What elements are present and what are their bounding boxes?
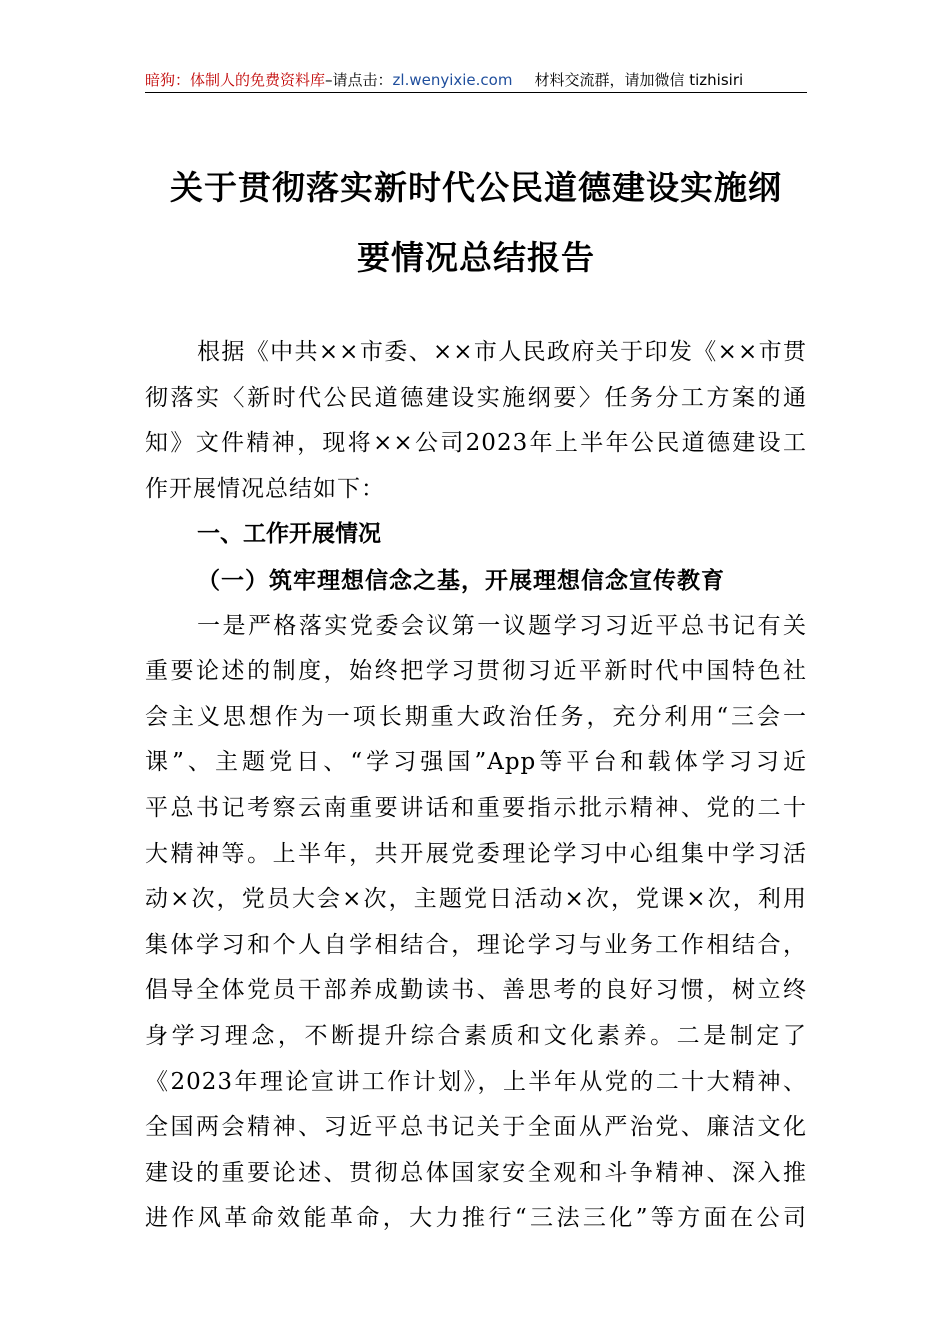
paragraph-line: 身学习理念，不断提升综合素质和文化素养。二是制定了 [145,1022,807,1049]
paragraph-line: 重要论述的制度，始终把学习贯彻习近平新时代中国特色社 [145,658,807,685]
paragraph-line: 动×次，党员大会×次，主题党日活动×次，党课×次，利用 [145,886,807,913]
section-heading: 一、工作开展情况 [197,521,381,548]
paragraph-line: 大精神等。上半年，共开展党委理论学习中心组集中学习活 [145,840,807,867]
paragraph-line: 平总书记考察云南重要讲话和重要指示批示精神、党的二十 [145,794,807,821]
document-title-line-2: 要情况总结报告 [357,238,595,277]
paragraph-line: 一是严格落实党委会议第一议题学习习近平总书记有关 [197,612,807,639]
intro-paragraph-line: 作开展情况总结如下： [145,475,385,502]
intro-paragraph-line: 彻落实〈新时代公民道德建设实施纲要〉任务分工方案的通 [145,384,807,411]
header-url-link[interactable]: zl.wenyixie.com [392,71,513,89]
document-title-line-1: 关于贯彻落实新时代公民道德建设实施纲 [170,168,782,207]
header-contact: 材料交流群，请加微信 tizhisiri [534,71,744,89]
paragraph-line: 进作风革命效能革命，大力推行“三法三化”等方面在公司 [145,1205,807,1232]
paragraph-line: 集体学习和个人自学相结合，理论学习与业务工作相结合， [145,931,807,958]
subsection-heading: （一）筑牢理想信念之基，开展理想信念宣传教育 [197,566,725,594]
document-body [145,330,807,1242]
paragraph-line: 会主义思想作为一项长期重大政治任务，充分利用“三会一 [145,703,807,730]
header-click-prefix: –请点击： [325,71,393,89]
header-brand: 暗狗：体制人的免费资料库 [145,71,326,89]
paragraph-line: 课”、主题党日、“学习强国”App等平台和载体学习习近 [145,749,807,776]
intro-paragraph-line: 知》文件精神，现将××公司2023年上半年公民道德建设工 [145,430,807,457]
paragraph-line: 全国两会精神、习近平总书记关于全面从严治党、廉洁文化 [145,1114,807,1141]
paragraph-line: 《2023年理论宣讲工作计划》，上半年从党的二十大精神、 [145,1068,807,1095]
paragraph-line: 倡导全体党员干部养成勤读书、善思考的良好习惯，树立终 [145,977,807,1004]
page-header [145,68,807,93]
paragraph-line: 建设的重要论述、贯彻总体国家安全观和斗争精神、深入推 [145,1159,807,1186]
intro-paragraph-line: 根据《中共××市委、××市人民政府关于印发《××市贯 [197,339,807,365]
